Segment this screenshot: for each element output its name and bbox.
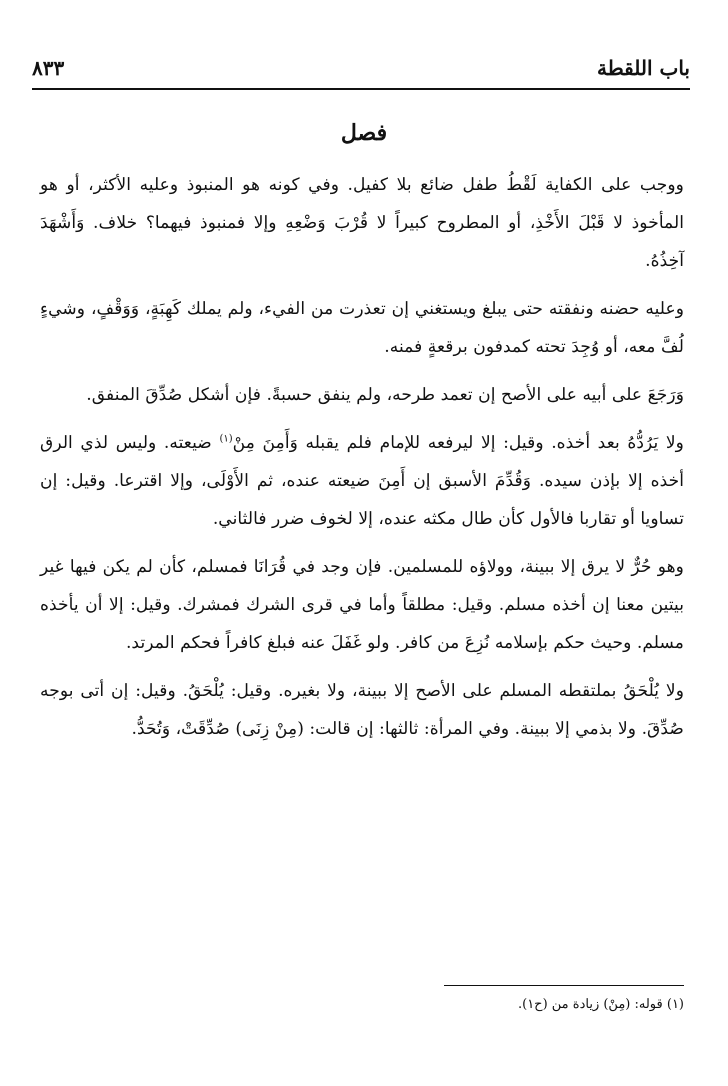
body-text — [40, 166, 684, 758]
paragraph-6: ولا يُلْحَقُ بملتقطه المسلم على الأصح إلا ببينة، ولا بغيره. وقيل: يُلْحَقُ. وقيل: إن أتى بوجه صُدِّقَ. ولا بذمي إلا ببينة. وفي المرأة: ثالثها: إن قالت: (مِنْ زِنَى) صُدِّقَتْ، وَتُحَدُّ. — [40, 681, 684, 739]
paragraph-4-end: ضيعته. وليس لذي الرق أخذه إلا بإذن سيده. وَقُدِّمَ الأسبق إن أَمِنَ ضيعته عنده، ثم الأَوْلَى، وإلا اقترعا. وقيل: إن تساويا أو تقاربا فالأول كأن طال مكثه عنده، إلا لخوف ضرر فالثاني. — [40, 433, 684, 529]
paragraph-1: ووجب على الكفاية لَقْطُ طفل ضائع بلا كفيل. وفي كونه هو المنبوذ وعليه الأكثر، أو هو المأخوذ لا قَبْلَ الأَخْذِ، أو المطروح كبيراً لا قُرْبَ وَضْعِهِ وإلا فمنبوذ فيهما؟ خلاف. وَأَشْهَدَ آخِذُهُ. — [40, 175, 684, 271]
footnote-marker: (١) — [219, 433, 233, 445]
paragraph-5: وهو حُرٌّ لا يرق إلا ببينة، وولاؤه للمسلمين. فإن وجد في قُرَانَا فمسلم، كأن لم يكن فيها غير بيتين معنا إن أخذه مسلم. وقيل: مطلقاً وأما في قرى الشرك فمشرك. وقيل: إلا أن يأخذه مسلم. وحيث حكم بإسلامه نُزِعَ من كافر. ولو غَفَلَ عنه فبلغ كافراً فحكم المرتد. — [40, 557, 684, 653]
paragraph-4 — [40, 424, 684, 538]
chapter-title: باب اللقطة — [597, 56, 690, 80]
footnote-rule — [444, 985, 684, 986]
paragraph-3: وَرَجَعَ على أبيه على الأصح إن تعمد طرحه، ولم ينفق حسبةً. فإن أشكل صُدِّقَ المنفق. — [86, 385, 684, 405]
running-header — [32, 44, 690, 80]
header-rule — [32, 88, 690, 90]
paragraph-2: وعليه حضنه ونفقته حتى يبلغ ويستغني إن تعذرت من الفيء، ولم يملك كَهِبَةٍ، وَوَقْفٍ، وشيءٍ لُفَّ معه، أو وُجِدَ تحته كمدفون برقعةٍ فمنه. — [40, 299, 684, 357]
section-title: فصل — [340, 120, 388, 146]
footnote: (١) قوله: (مِنْ) زيادة من (ح١). — [517, 997, 684, 1012]
paragraph-4-start: ولا يَرُدُّهُ بعد أخذه. وقيل: إلا ليرفعه للإمام فلم يقبله وَأَمِنَ مِنْ — [232, 433, 684, 453]
page-number: ٨٣٣ — [32, 56, 65, 80]
